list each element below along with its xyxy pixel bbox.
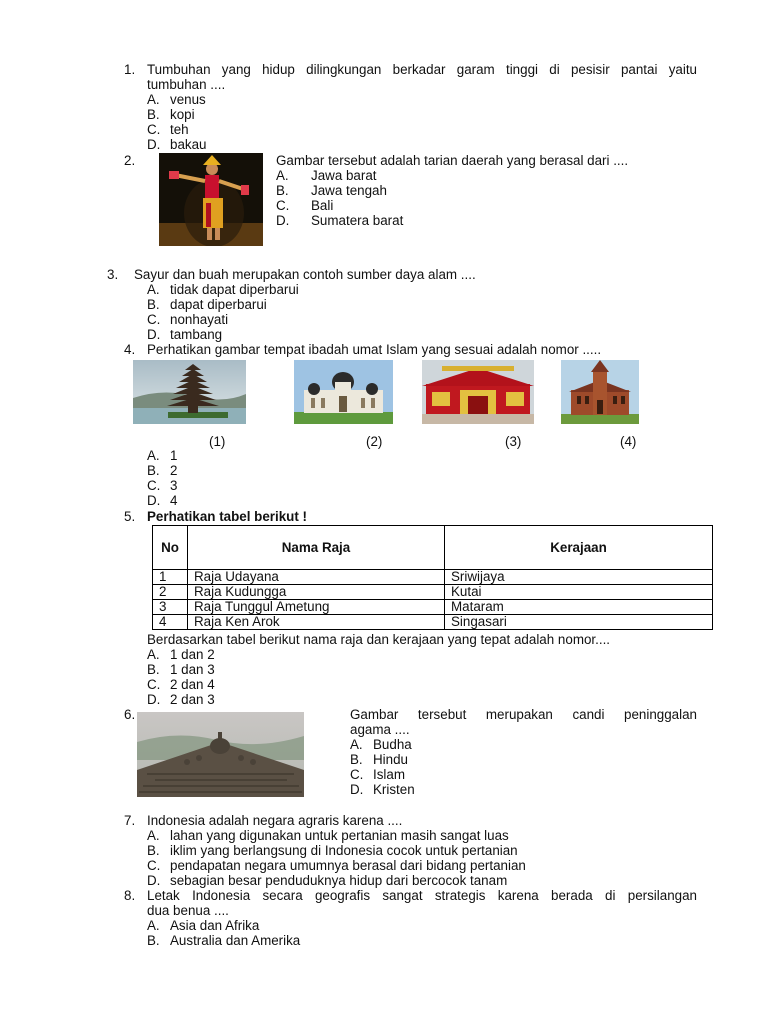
q6-text-line1: Gambar tersebut merupakan candi peninggalan (350, 707, 697, 722)
q6-number: 6. (124, 707, 136, 722)
table-row (153, 615, 713, 630)
q8-text-line2: dua benua .... (147, 903, 229, 919)
table-header-kerajaan: Kerajaan (445, 526, 713, 570)
table-cell-raja: Raja Kudungga (188, 585, 445, 600)
q2-number: 2. (124, 153, 136, 168)
borobudur-temple-photo (137, 712, 304, 797)
q5-followup: Berdasarkan tabel berikut nama raja dan kerajaan yang tepat adalah nomor.... (147, 632, 611, 647)
table-header-no: No (153, 526, 188, 570)
chinese-temple-photo (422, 360, 534, 424)
mosque-photo (294, 360, 393, 424)
table-cell-kerajaan: Kutai (445, 585, 713, 600)
table-cell-kerajaan: Sriwijaya (445, 570, 713, 585)
image-label-1: (1) (209, 434, 226, 449)
q7-number: 7. (124, 813, 136, 828)
table-cell-no: 2 (153, 585, 188, 600)
table-cell-no: 1 (153, 570, 188, 585)
pura-temple-photo (133, 360, 246, 424)
table-cell-kerajaan: Mataram (445, 600, 713, 615)
table-cell-raja: Raja Ken Arok (188, 615, 445, 630)
q7-text: Indonesia adalah negara agraris karena .... (147, 813, 403, 828)
q1-text (147, 62, 697, 92)
q8-text (147, 888, 697, 918)
image-label-4: (4) (620, 434, 637, 449)
balinese-dancer-photo (159, 153, 263, 246)
table-cell-raja: Raja Udayana (188, 570, 445, 585)
table-cell-no: 4 (153, 615, 188, 630)
q5-text: Perhatikan tabel berikut ! (147, 509, 307, 524)
image-label-2: (2) (366, 434, 383, 449)
q5-number: 5. (124, 509, 136, 524)
q1-text-line2: tumbuhan .... (147, 77, 226, 93)
q3-text: Sayur dan buah merupakan contoh sumber daya alam .... (134, 267, 476, 282)
q8-number: 8. (124, 888, 136, 903)
table-row (153, 585, 713, 600)
q4-text: Perhatikan gambar tempat ibadah umat Islam yang sesuai adalah nomor ..... (147, 342, 602, 357)
church-photo (561, 360, 639, 424)
table-cell-kerajaan: Singasari (445, 615, 713, 630)
q2-text: Gambar tersebut adalah tarian daerah yang berasal dari .... (276, 153, 629, 168)
q8-text-line1: Letak Indonesia secara geografis sangat strategis karena berada di persilangan (147, 888, 697, 903)
table-cell-no: 3 (153, 600, 188, 615)
q4-number: 4. (124, 342, 136, 357)
q1-number: 1. (124, 62, 136, 77)
table-cell-raja: Raja Tunggul Ametung (188, 600, 445, 615)
kings-table (152, 525, 713, 630)
table-row (153, 600, 713, 615)
table-header-nama-raja: Nama Raja (188, 526, 445, 570)
q6-text-line2: agama .... (350, 722, 410, 738)
table-header-row (153, 526, 713, 570)
table-row (153, 570, 713, 585)
q6-text (350, 707, 697, 737)
q1-text-line1: Tumbuhan yang hidup dilingkungan berkadar garam tinggi di pesisir pantai yaitu (147, 62, 697, 77)
image-label-3: (3) (505, 434, 522, 449)
q3-number: 3. (107, 267, 119, 282)
